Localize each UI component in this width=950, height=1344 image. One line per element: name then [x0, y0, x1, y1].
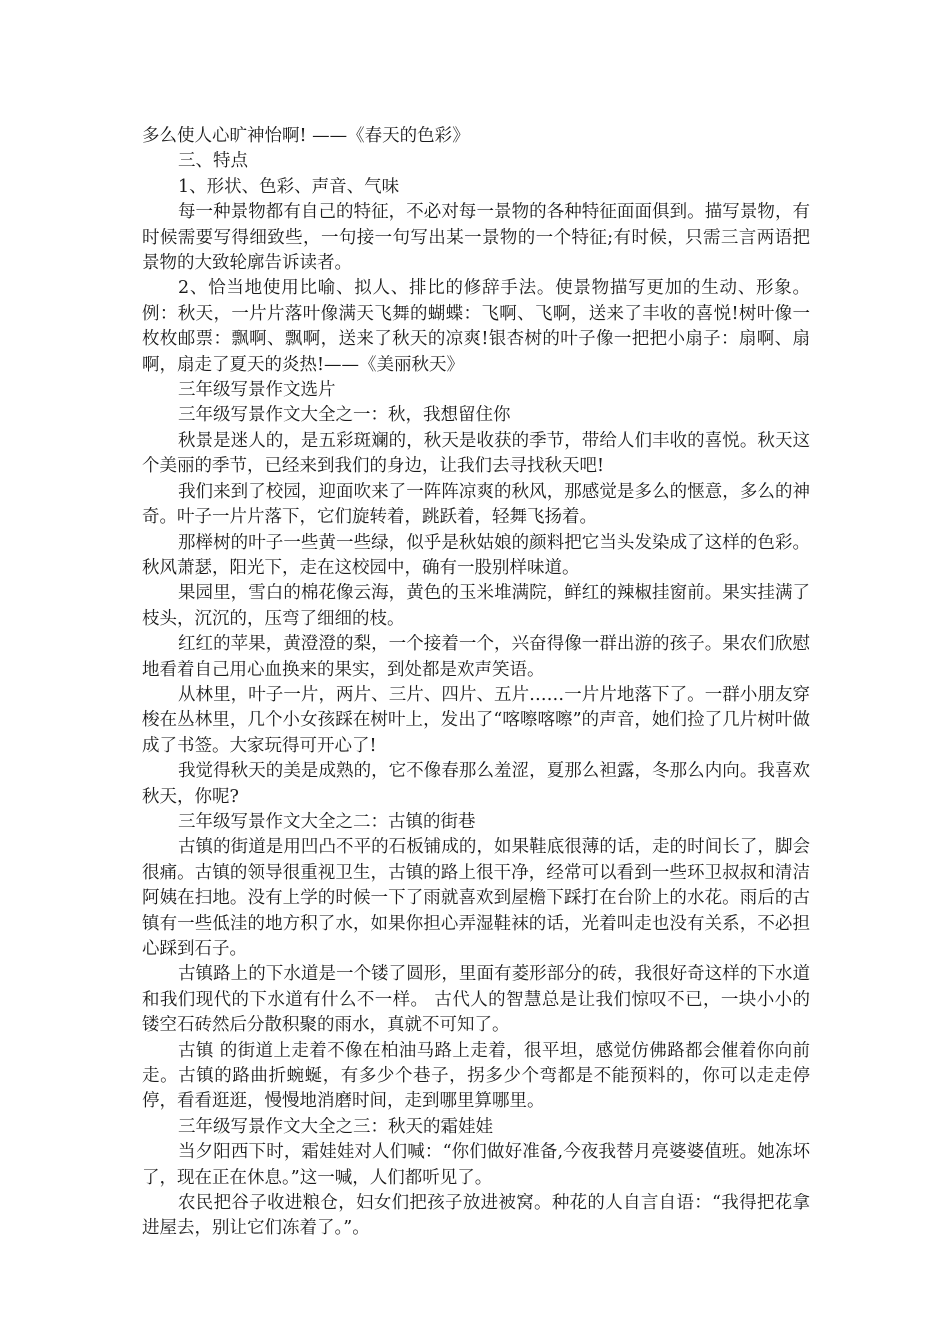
sub-heading: 1、形状、色彩、声音、气味 — [178, 176, 400, 197]
essay-title: 三年级写景作文大全之一：秋，我想留住你 — [178, 405, 511, 426]
text-paragraph: 我觉得秋天的美是成熟的，它不像春那么羞涩，夏那么袒露，冬那么内向。我喜欢秋天，你呢? — [142, 761, 810, 807]
text-paragraph: 当夕阳西下时，霜娃娃对人们喊：“你们做好准备,今夜我替月亮婆婆值班。她冻坏了，现在正在休息。”这一喊，人们都听见了。 — [142, 1142, 810, 1188]
text-paragraph: 2、恰当地使用比喻、拟人、排比的修辞手法。使景物描写更加的生动、形象。 例：秋天，一片片落叶像满天飞舞的蝴蝶：飞啊、飞啊，送来了丰收的喜悦!树叶像一枚枚邮票：飘啊、飘啊，送来了秋天的凉爽!银杏树的叶子像一把把小扇子：扇啊、扇啊，扇走了夏天的炎热!——《美丽秋天》 — [142, 278, 810, 375]
text-paragraph: 古镇路上的下水道是一个镂了圆形，里面有菱形部分的砖，我很好奇这样的下水道和我们现代的下水道有什么不一样。 古代人的智慧总是让我们惊叹不已，一块小小的镂空石砖然后分散积聚的雨水，真就不可知了。 — [142, 964, 810, 1036]
text-paragraph: 农民把谷子收进粮仓，妇女们把孩子放进被窝。种花的人自言自语：“我得把花拿进屋去，别让它们冻着了。”。 — [142, 1193, 810, 1239]
text-paragraph: 那榉树的叶子一些黄一些绿，似乎是秋姑娘的颜料把它当头发染成了这样的色彩。秋风萧瑟，阳光下，走在这校园中，确有一股别样味道。 — [142, 532, 810, 578]
text-paragraph: 秋景是迷人的，是五彩斑斓的，秋天是收获的季节，带给人们丰收的喜悦。秋天这个美丽的季节，已经来到我们的身边，让我们去寻找秋天吧! — [142, 430, 810, 477]
section-heading: 三、特点 — [178, 151, 248, 172]
essay-title: 三年级写景作文大全之二：古镇的街巷 — [178, 811, 476, 832]
text-paragraph: 我们来到了校园，迎面吹来了一阵阵凉爽的秋风，那感觉是多么的惬意，多么的神奇。叶子一片片落下，它们旋转着，跳跃着，轻舞飞扬着。 — [142, 481, 810, 528]
essay-title: 三年级写景作文大全之三：秋天的霜娃娃 — [178, 1116, 493, 1137]
text-paragraph: 红红的苹果，黄澄澄的梨，一个接着一个，兴奋得像一群出游的孩子。果农们欣慰地看着自己用心血换来的果实，到处都是欢声笑语。 — [142, 634, 810, 680]
text-paragraph: 果园里，雪白的棉花像云海，黄色的玉米堆满院，鲜红的辣椒挂窗前。果实挂满了枝头，沉沉的，压弯了细细的枝。 — [142, 583, 810, 629]
text-paragraph: 古镇 的街道上走着不像在柏油马路上走着，很平坦，感觉仿佛路都会催着你向前走。古镇的路曲折蜿蜒，有多少个巷子，拐多少个弯都是不能预料的，你可以走走停停，看看逛逛，慢慢地消磨时间，走到哪里算哪里。 — [142, 1040, 810, 1112]
text-paragraph: 每一种景物都有自己的特征，不必对每一景物的各种特征面面俱到。描写景物，有时候需要写得细致些，一句接一句写出某一景物的一个特征;有时候，只需三言两语把景物的大致轮廓告诉读者。 — [142, 202, 810, 274]
text-paragraph: 从林里，叶子一片，两片、三片、四片、五片……一片片地落下了。一群小朋友穿梭在丛林里，几个小女孩踩在树叶上，发出了“喀嚓喀嚓”的声音，她们捡了几片树叶做成了书签。大家玩得可开心了! — [142, 684, 810, 756]
section-heading: 三年级写景作文选片 — [178, 380, 336, 401]
text-paragraph: 多么使人心旷神怡啊! ——《春天的色彩》 — [142, 126, 470, 146]
text-paragraph: 古镇的街道是用凹凸不平的石板铺成的，如果鞋底很薄的话，走的时间长了，脚会很痛。古镇的领导很重视卫生，古镇的路上很干净，经常可以看到一些环卫叔叔和清洁阿姨在扫地。没有上学的时候一下了雨就喜欢到屋檐下踩打在台阶上的水花。雨后的古镇有一些低洼的地方积了水，如果你担心弄湿鞋袜的话，光着叫走也没有关系，不必担心踩到石子。 — [142, 837, 810, 959]
document-body — [142, 124, 810, 1242]
